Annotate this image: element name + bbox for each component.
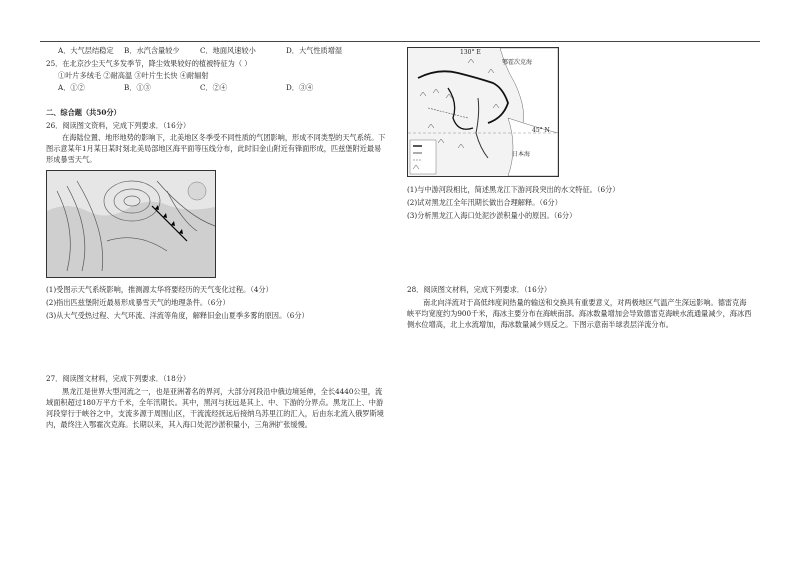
isobar-map bbox=[47, 171, 215, 277]
q26-question-1: (1)受图示天气系统影响，推测源太华将要经历的天气变化过程。（4分） bbox=[46, 285, 273, 294]
section-title: 二、综合题（共50分） bbox=[46, 108, 121, 117]
q24-option-a: A．大气层结稳定 bbox=[58, 46, 114, 55]
map-longitude-label: 130° E bbox=[460, 49, 481, 56]
q27-paragraph: 黑龙江是世界大型河流之一，也是亚洲著名的界河，大部分河段沿中俄边境延伸，全长4440公里，流域面积超过180万平方千米，全年汛期长。其中，黑河与抚远是其上、中、下游的分界点。黑龙江上、中游河段穿行于峡谷之中，支流多源于周围山区，干流流经抚远后接纳乌苏里江的汇入，后由东北流入俄罗斯境内，最终注入鄂霍次克海。长期以来，其入海口处泥沙淤积量小，三角洲扩张缓慢。 bbox=[46, 387, 384, 429]
q27-stem: 27．阅读图文材料，完成下列要求．（18分） bbox=[46, 374, 191, 383]
q25-items: ①叶片多绒毛 ②耐高温 ③叶片生长快 ④耐辐射 bbox=[58, 71, 209, 80]
map-japan-sea-label: 日本海 bbox=[512, 151, 531, 158]
q28-stem: 28．阅读图文材料，完成下列要求．（16分） bbox=[407, 285, 552, 294]
map-sea-label: 鄂霍次克海 bbox=[502, 59, 533, 66]
river-basin-map bbox=[408, 48, 558, 176]
q25-option-c: C．②④ bbox=[200, 83, 228, 92]
q27-question-2: (2)试对黑龙江全年汛期长做出合理解释。（6分） bbox=[407, 198, 562, 207]
top-rule bbox=[40, 41, 760, 42]
q27-question-1: (1)与中游河段相比，简述黑龙江下游河段突出的水文特征。（6分） bbox=[407, 185, 620, 194]
map-latitude-label: 45° N bbox=[532, 127, 550, 134]
q26-paragraph: 在海陆位置、地形地势的影响下，北美地区冬季受不同性质的气团影响，形成不同类型的天气系统。下图示意某年1月某日某时刻北美局部地区海平面等压线分布，此时旧金山附近有锋面形成，匹兹堡附近最易形成暴雪天气。 bbox=[46, 133, 386, 164]
q26-stem: 26．阅读图文资料，完成下列要求．（16分） bbox=[46, 121, 191, 130]
q26-question-2: (2)指出匹兹堡附近最易形成暴雪天气的地理条件。（6分） bbox=[46, 298, 230, 307]
q25-option-a: A．①② bbox=[58, 83, 85, 92]
q24-option-d: D．大气性质增湿 bbox=[286, 46, 343, 55]
q28-paragraph: 南北向洋流对于高低纬度间热量的输送和交换具有重要意义，对两极地区气温产生深远影响。德雷克海峡平均宽度约为900千米，海冰主要分布在海峡南部。海冰数量增加会导致德雷克海峡水流通量减少，海冰西侧水位增高，北上水流增加，海冰数量减少则反之。下图示意南半球表层洋流分布。 bbox=[407, 298, 752, 329]
q26-question-3: (3)从大气受热过程、大气环流、洋流等角度，解释旧金山夏季多雾的原因。（6分） bbox=[46, 311, 309, 320]
weather-map-figure bbox=[46, 170, 216, 278]
q25-stem: 25．在北京沙尘天气多发季节，降尘效果较好的植被特征为（ ） bbox=[46, 59, 252, 68]
q27-question-3: (3)分析黑龙江入海口处泥沙淤积量小的原因。（6分） bbox=[407, 211, 577, 220]
q25-option-d: D．③④ bbox=[286, 83, 314, 92]
q24-option-b: B．水汽含量较少 bbox=[124, 46, 180, 55]
heilongjiang-map-figure bbox=[407, 47, 559, 177]
q24-option-c: C．地面风速较小 bbox=[200, 46, 256, 55]
q25-option-b: B．①③ bbox=[124, 83, 151, 92]
